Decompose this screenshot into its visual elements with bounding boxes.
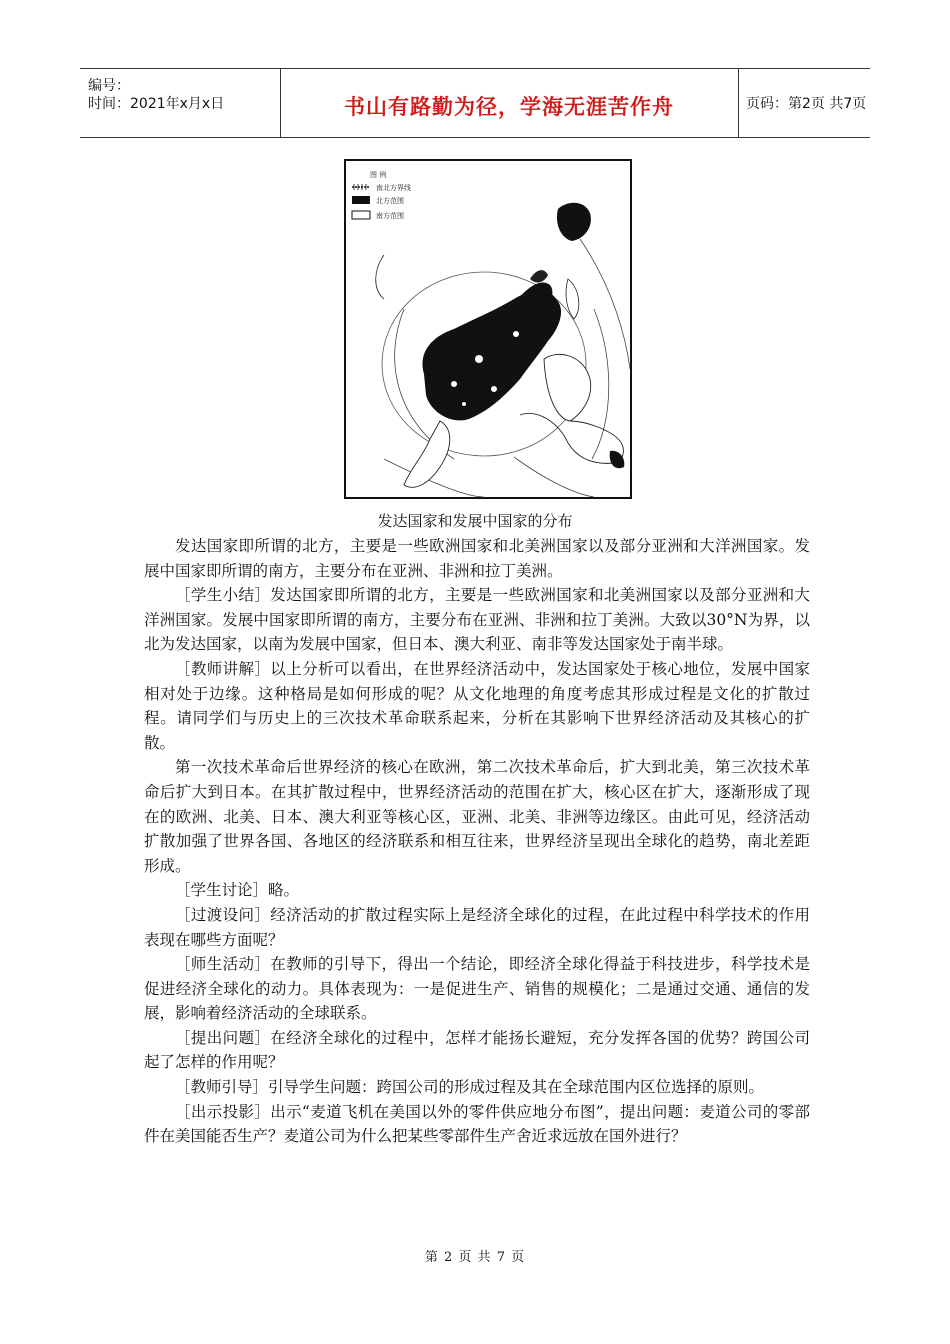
paragraph: ［教师讲解］以上分析可以看出，在世界经济活动中，发达国家处于核心地位，发展中国家相对处于边缘。这种格局是如何形成的呢？从文化地理的角度考虑其形成过程是文化的扩散过程。请同学们与历史上的三次技术革命联系起来，分析在其影响下世界经济活动及其核心的扩散。	[144, 659, 810, 752]
north-south-map	[344, 159, 632, 499]
paragraph: ［出示投影］出示“麦道飞机在美国以外的零件供应地分布图”，提出问题：麦道公司的零部件在美国能否生产？麦道公司为什么把某些零部件生产舍近求远放在国外进行？	[144, 1102, 810, 1146]
document-number-label: 编号：	[88, 78, 130, 94]
paragraph: ［教师引导］引导学生问题：跨国公司的形成过程及其在全球范围内区位选择的原则。	[175, 1078, 765, 1097]
document-date-label: 时间：2021年x月x日	[88, 96, 225, 112]
header-meta-cell	[80, 69, 281, 137]
paragraph: ［学生讨论］略。	[175, 881, 300, 900]
page-footer: 第 2 页 共 7 页	[424, 1250, 526, 1265]
paragraph: 发达国家即所谓的北方，主要是一些欧洲国家和北美洲国家以及部分亚洲和大洋洲国家。发展中国家即所谓的南方，主要分布在亚洲、非洲和拉丁美洲。	[144, 537, 810, 580]
paragraph: ［师生活动］在教师的引导下，得出一个结论，即经济全球化得益于科技进步，科学技术是促进经济全球化的动力。具体表现为：一是促进生产、销售的规模化；二是通过交通、通信的发展，影响着经济活动的全球联系。	[144, 955, 810, 1023]
header-motto: 书山有路勤为径，学海无涯苦作舟	[344, 95, 674, 119]
paragraph: 第一次技术革命后世界经济的核心在欧洲，第二次技术革命后，扩大到北美，第三次技术革命后扩大到日本。在其扩散过程中，世界经济活动的范围在扩大，核心区在扩大，逐渐形成了现在的欧洲、北美、日本、澳大利亚等核心区，亚洲、北美、非洲等边缘区。由此可见，经济活动扩散加强了世界各国、各地区的经济联系和相互往来，世界经济呈现出全球化的趋势，南北差距形成。	[144, 758, 810, 875]
figure-caption: 发达国家和发展中国家的分布	[377, 512, 573, 530]
paragraph: ［学生小结］发达国家即所谓的北方，主要是一些欧洲国家和北美洲国家以及部分亚洲和大洋洲国家。发展中国家即所谓的南方，主要分布在亚洲、非洲和拉丁美洲。大致以30°N为界，以北为发达国家，以南为发展中国家，但日本、澳大利亚、南非等发达国家处于南半球。	[144, 586, 810, 654]
header-page-number: 页码：第2页 共7页	[746, 96, 867, 112]
legend-item-north: 北方范围	[376, 197, 404, 205]
legend-item-boundary: 南北方界线	[376, 184, 411, 192]
paragraph: ［提出问题］在经济全球化的过程中，怎样才能扬长避短，充分发挥各国的优势？跨国公司起了怎样的作用呢？	[144, 1028, 810, 1072]
world-map-figure	[344, 159, 632, 499]
header-page-cell	[738, 69, 870, 137]
header-motto-cell	[280, 69, 739, 137]
legend-title: 图 例	[370, 171, 387, 179]
legend-item-south: 南方范围	[376, 212, 404, 220]
paragraph: ［过渡设问］经济活动的扩散过程实际上是经济全球化的过程，在此过程中科学技术的作用表现在哪些方面呢？	[144, 905, 810, 949]
body-text	[144, 534, 810, 1149]
page-header	[80, 68, 870, 138]
